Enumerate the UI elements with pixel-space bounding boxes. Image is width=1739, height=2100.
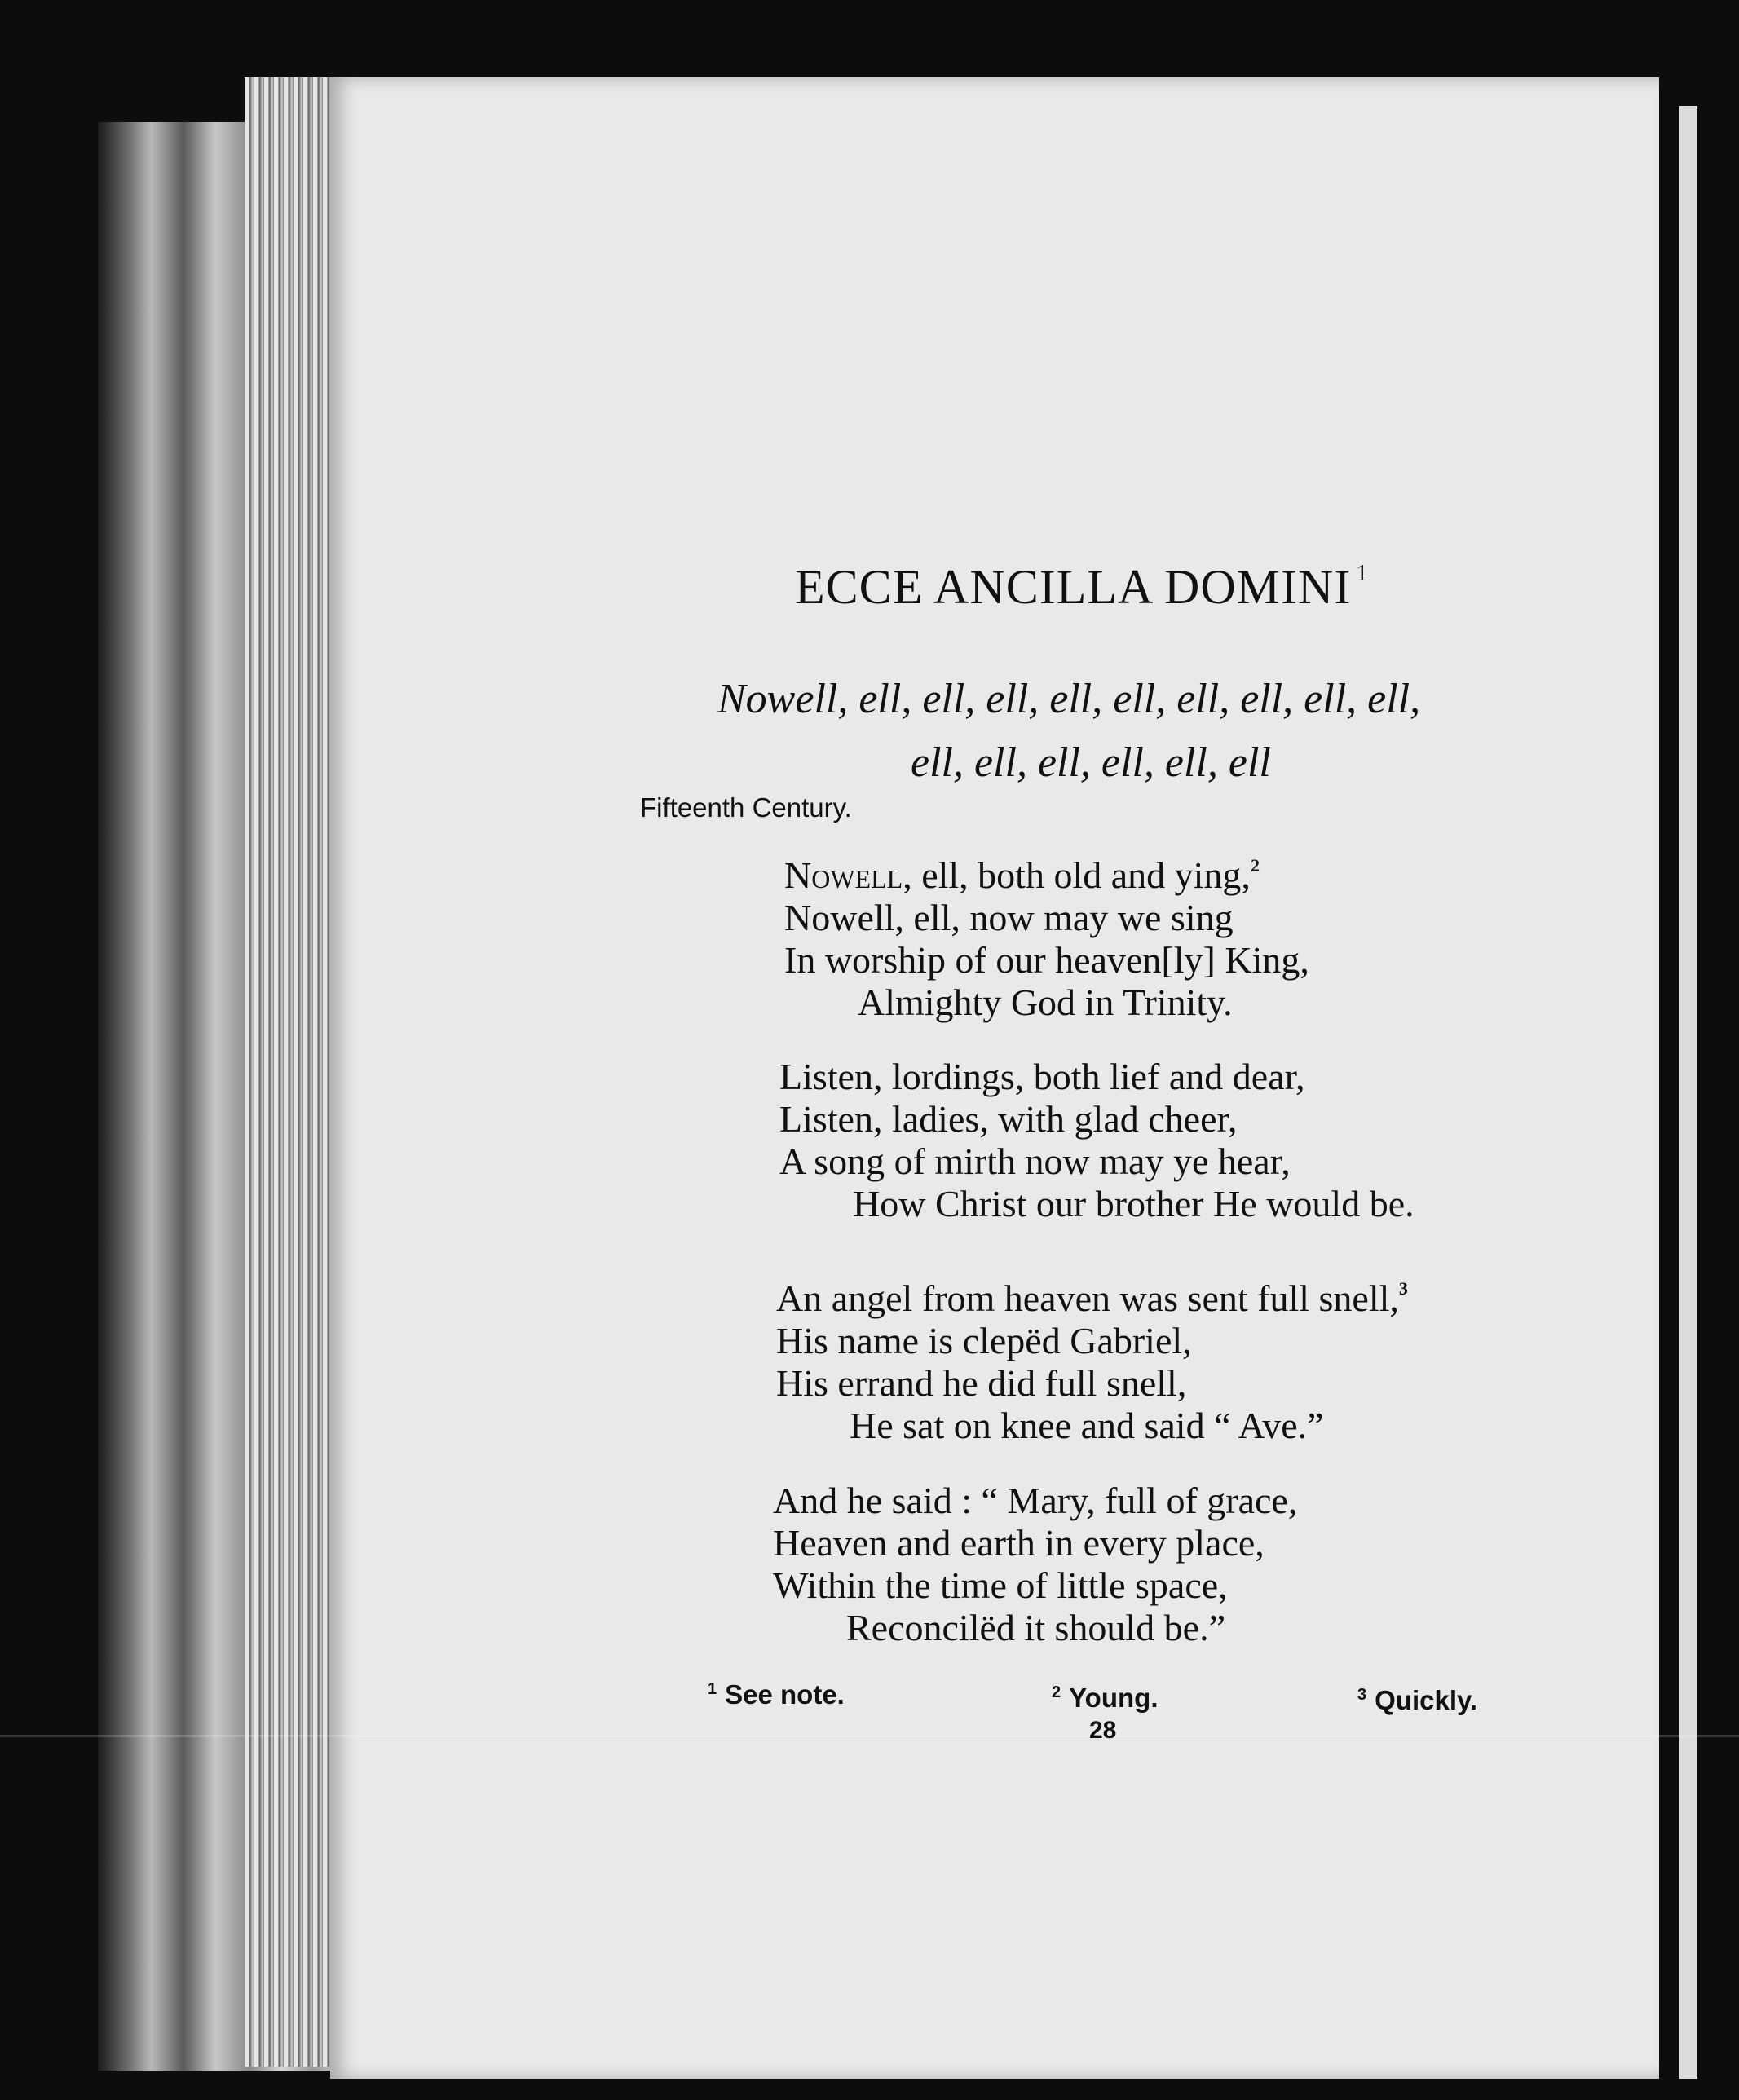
verse-line: He sat on knee and said “ Ave.” (850, 1405, 1324, 1446)
refrain-line-2: ell, ell, ell, ell, ell, ell (911, 739, 1271, 786)
footnote-number: 2 (1052, 1683, 1061, 1701)
verse-4 (773, 1480, 1297, 1649)
title-footnote-mark: 1 (1356, 561, 1369, 586)
page-number: 28 (1089, 1717, 1117, 1744)
verse-line: Heaven and earth in every place, (773, 1522, 1265, 1564)
verse-line: Within the time of little space, (773, 1564, 1228, 1606)
date-label: Fifteenth Century. (640, 792, 852, 823)
footnote-mark: 3 (1398, 1278, 1408, 1299)
verse-line: His name is clepëd Gabriel, (776, 1320, 1192, 1361)
verse-line: His errand he did full snell, (776, 1362, 1187, 1404)
footnote-3 (1357, 1685, 1477, 1716)
verse-line: How Christ our brother He would be. (853, 1183, 1415, 1224)
verse-first-word: Nowell (784, 854, 903, 896)
verse-line: An angel from heaven was sent full snell,$^3$ (776, 1277, 1408, 1319)
refrain-line-1: Nowell, ell, ell, ell, ell, ell, ell, ell, ell, ell, (717, 676, 1421, 722)
verse-line: Listen, ladies, with glad cheer, (779, 1098, 1238, 1140)
footnote-1 (708, 1679, 845, 1710)
verse-line: Nowell, ell, both old and ying,$^2$ (784, 854, 1260, 896)
poem-title: ECCE ANCILLA DOMINI $^1$ (795, 560, 1369, 614)
footnote-text: See note. (725, 1679, 845, 1710)
footnote-text: Quickly. (1375, 1685, 1478, 1715)
footnote-2 (1052, 1683, 1159, 1714)
footnote-number: 1 (708, 1680, 717, 1698)
verse-line: Reconcilëd it should be.” (846, 1607, 1225, 1648)
verse-line: A song of mirth now may ye hear, (779, 1140, 1291, 1182)
verse-line: Nowell, ell, now may we sing (784, 897, 1234, 938)
footnote-mark: 2 (1250, 855, 1260, 876)
verse-line: In worship of our heaven[ly] King, (784, 939, 1309, 981)
verse-3 (776, 1268, 1408, 1447)
footnote-text: Young. (1069, 1683, 1159, 1713)
footnote-number: 3 (1357, 1686, 1367, 1704)
verse-2 (779, 1056, 1415, 1225)
verse-1 (784, 845, 1309, 1024)
verse-line: And he said : “ Mary, full of grace, (773, 1480, 1298, 1521)
verse-line: Almighty God in Trinity. (858, 982, 1233, 1023)
verse-line: Listen, lordings, both lief and dear, (779, 1056, 1305, 1097)
